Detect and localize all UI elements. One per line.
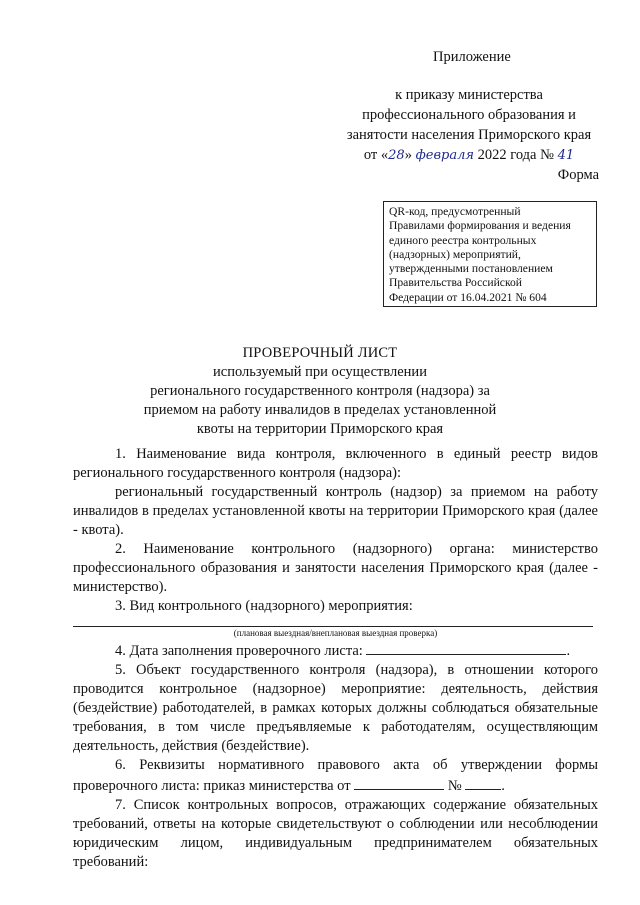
item-4: 4. Дата заполнения проверочного листа: .	[73, 640, 598, 661]
title-main: ПРОВЕРОЧНЫЙ ЛИСТ	[242, 345, 398, 361]
item-4-text: 4. Дата заполнения проверочного листа:	[115, 643, 363, 659]
order-line-2: профессионального образования и	[362, 107, 576, 123]
item-6-text: 6. Реквизиты нормативного правового акта об утверждении формы проверочного листа: приказ министерства от	[73, 757, 598, 794]
date-prefix: от «	[363, 147, 389, 163]
qr-code-note	[383, 201, 597, 307]
document-title	[60, 344, 580, 439]
item-1: 1. Наименование вида контроля, включенного в единый реестр видов регионального государственного контроля (надзора):	[73, 446, 598, 481]
qr-line-2: Правилами формирования и ведения	[389, 219, 571, 233]
form-label: Форма	[557, 167, 599, 183]
date-month: февраля	[415, 148, 474, 163]
item-1-value: региональный государственный контроль (надзор) за приемом на работу инвалидов в пределах установленной квоты на территории Приморского края (далее - квота).	[73, 484, 598, 538]
inspection-type-hint: (плановая выездная/внеплановая выездная проверка)	[233, 628, 438, 638]
appendix-label: Приложение	[433, 49, 511, 65]
item-2: 2. Наименование контрольного (надзорного) органа: министерство профессионального образования и занятости населения Приморского края (далее - министерство).	[73, 541, 598, 595]
date-mid: »	[404, 147, 416, 163]
qr-line-3-text: единого реестра контрольных	[389, 233, 537, 247]
order-number: 41	[557, 148, 575, 163]
document-body	[73, 445, 598, 872]
date-day: 28	[388, 148, 405, 163]
item-7: 7. Список контрольных вопросов, отражающих содержание обязательных требований, ответы на которые свидетельствуют о соблюдении или несоблюдении юридическим лицом, индивидуальным предпринимателем обязательных требований:	[73, 797, 598, 870]
title-line-3: приемом на работу инвалидов в пределах установленной	[143, 402, 497, 418]
item-6: 6. Реквизиты нормативного правового акта об утверждении формы проверочного листа: приказ министерства от № .	[73, 757, 598, 794]
title-line-2: регионального государственного контроля (надзора) за	[150, 383, 490, 399]
qr-line-3	[389, 234, 591, 248]
qr-line-7: Федерации от 16.04.2021 № 604	[389, 290, 547, 304]
item-5: 5. Объект государственного контроля (надзора), в отношении которого проводится контрольное (надзорное) мероприятие: деятельность, действия (бездействие) работодателей, в рамках которых должны соблюдаться обязательные требования, в том числе предъявляемые к работодателям, осуществляющим деятельность, действия (бездействие).	[73, 662, 598, 754]
order-line-3: занятости населения Приморского края	[346, 127, 592, 143]
qr-line-1: QR-код, предусмотренный	[389, 205, 521, 218]
order-date-line	[340, 145, 598, 166]
fill-date-field[interactable]	[366, 640, 566, 655]
order-number-field[interactable]	[465, 775, 501, 790]
qr-line-4: (надзорных) мероприятий,	[389, 247, 521, 261]
order-date-field[interactable]	[354, 775, 444, 790]
date-year: 2022 года №	[473, 147, 558, 163]
item-3: 3. Вид контрольного (надзорного) мероприятия:	[115, 598, 413, 614]
qr-line-6: Правительства Российской	[389, 276, 522, 290]
item-6-number-label: №	[447, 778, 462, 794]
order-line-1: к приказу министерства	[395, 87, 543, 103]
order-reference	[340, 85, 598, 166]
qr-line-5: утвержденными постановлением	[389, 262, 553, 276]
title-line-1: используемый при осуществлении	[213, 364, 427, 380]
title-line-4: квоты на территории Приморского края	[196, 421, 444, 437]
